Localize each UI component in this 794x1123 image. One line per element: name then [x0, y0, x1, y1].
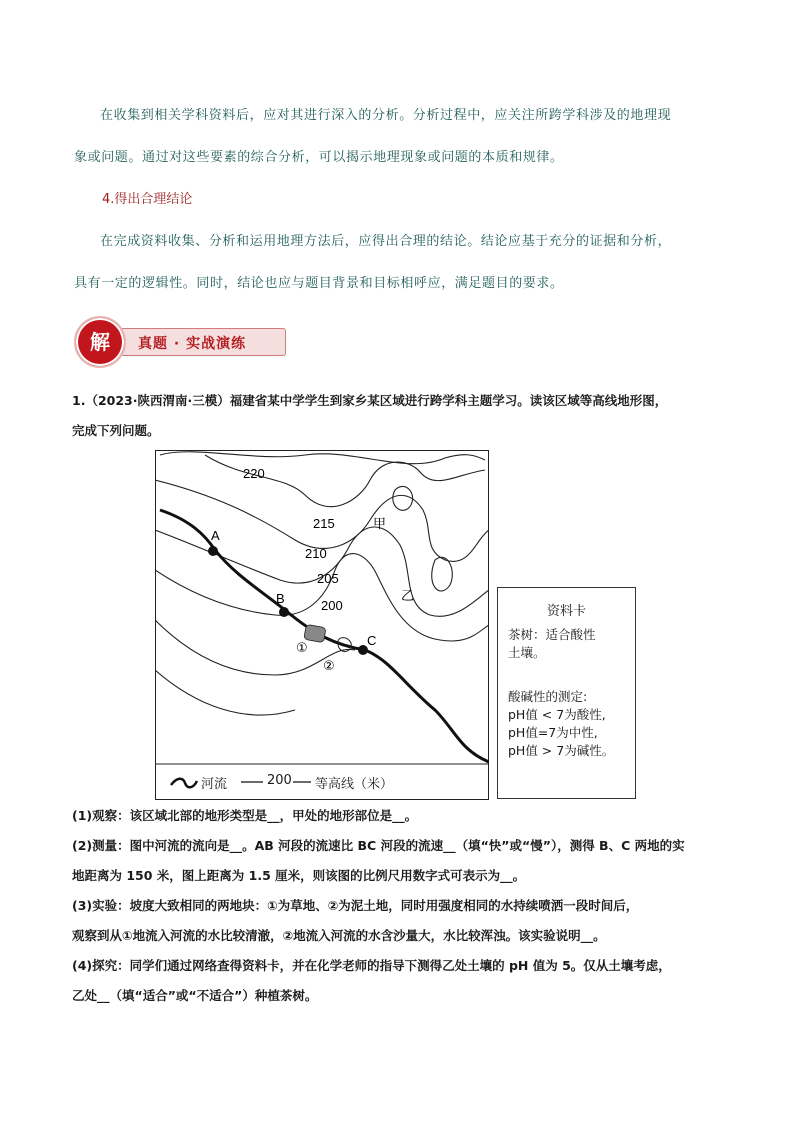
map-frame	[156, 451, 489, 800]
legend-contour-label: 等高线（米）	[315, 777, 394, 792]
contour-label-205: 205	[317, 571, 339, 586]
legend-contour-value: 200	[267, 773, 292, 788]
info-card-title: 资料卡	[546, 604, 586, 619]
question-part-2: (2)测量：图中河流的流向是__。AB 河段的流速比 BC 河段的流速__（填“快”或“慢”），测得 B、C 两地的实	[72, 838, 685, 853]
contour-label-210: 210	[305, 546, 327, 561]
question-stem-line-2: 完成下列问题。	[72, 423, 160, 438]
question-part-3: (3)实验：坡度大致相同的两地块：①为草地、②为泥土地，同时用强度相同的水持续喷洒一段时间后，	[72, 898, 639, 913]
point-a-label: A	[211, 528, 220, 543]
legend-river-label: 河流	[201, 777, 228, 792]
question-parts	[72, 801, 732, 1011]
info-card-line: pH值 > 7为碱性。	[508, 743, 615, 758]
contour-label-215: 215	[313, 516, 335, 531]
intro-paragraph	[74, 95, 730, 179]
intro-line-2: 象或问题。通过对这些要素的综合分析，可以揭示地理现象或问题的本质和规律。	[74, 150, 564, 165]
info-card-line: 酸碱性的测定:	[508, 689, 588, 704]
info-card-line: 土壤。	[508, 645, 546, 660]
place-label-yi: 乙	[401, 589, 415, 604]
legend-contour-tail-icon	[293, 780, 311, 784]
question-part-4: (4)探究：同学们通过网络查得资料卡，并在化学老师的指导下测得乙处土壤的 pH 值为 5。仅从土壤考虑，	[72, 958, 671, 973]
legend-contour-icon	[241, 780, 263, 784]
section-heading: 4.得出合理结论	[102, 192, 193, 207]
point-a-marker	[208, 546, 218, 556]
contour-lower-2	[155, 670, 295, 715]
contour-label-200: 200	[321, 598, 343, 613]
contour-label-220: 220	[243, 466, 265, 481]
point-b-marker	[279, 607, 289, 617]
legend-river-icon	[169, 777, 199, 789]
place-label-jia: 甲	[373, 517, 387, 532]
contour-ring-yi	[432, 557, 453, 591]
question-stem	[72, 386, 732, 446]
plot-2-label: ②	[323, 659, 335, 674]
contour-map	[155, 450, 489, 800]
question-part-4-cont: 乙处__（填“适合”或“不适合”）种植茶树。	[72, 988, 318, 1003]
plot-1-label: ①	[296, 641, 308, 656]
contour-peak-jia	[393, 486, 413, 510]
plot-1-shape	[304, 624, 326, 642]
info-card-line: 茶树：适合酸性	[508, 627, 596, 642]
intro-line-1: 在收集到相关学科资料后，应对其进行深入的分析。分析过程中，应关注所跨学科涉及的地理现	[100, 108, 672, 123]
question-stem-line-1: 1.（2023·陕西渭南·三模）福建省某中学学生到家乡某区域进行跨学科主题学习。读该区域等高线地形图，	[72, 393, 668, 408]
point-c-label: C	[367, 633, 377, 648]
question-part-2-cont: 地距离为 150 米，图上距离为 1.5 厘米，则该图的比例尺用数字式可表示为__。	[72, 868, 526, 883]
point-b-label: B	[276, 591, 285, 606]
question-part-1: (1)观察：该区域北部的地形类型是__，甲处的地形部位是__。	[72, 808, 418, 823]
info-card	[497, 587, 636, 799]
info-card-line: pH值 < 7为酸性,	[508, 707, 606, 722]
conclusion-paragraph	[74, 221, 730, 305]
info-card-line: pH值=7为中性,	[508, 725, 598, 740]
conclusion-line-1: 在完成资料收集、分析和运用地理方法后，应得出合理的结论。结论应基于充分的证据和分析，	[100, 234, 672, 249]
question-part-3-cont: 观察到从①地流入河流的水比较清澈，②地流入河流的水含沙量大，水比较浑浊。该实验说明__。	[72, 928, 606, 943]
section-banner	[74, 316, 289, 366]
banner-badge: 解	[74, 316, 126, 368]
banner-label: 真题 · 实战演练	[138, 336, 247, 352]
conclusion-line-2: 具有一定的逻辑性。同时，结论也应与题目背景和目标相呼应，满足题目的要求。	[74, 276, 564, 291]
map-legend	[155, 764, 489, 800]
